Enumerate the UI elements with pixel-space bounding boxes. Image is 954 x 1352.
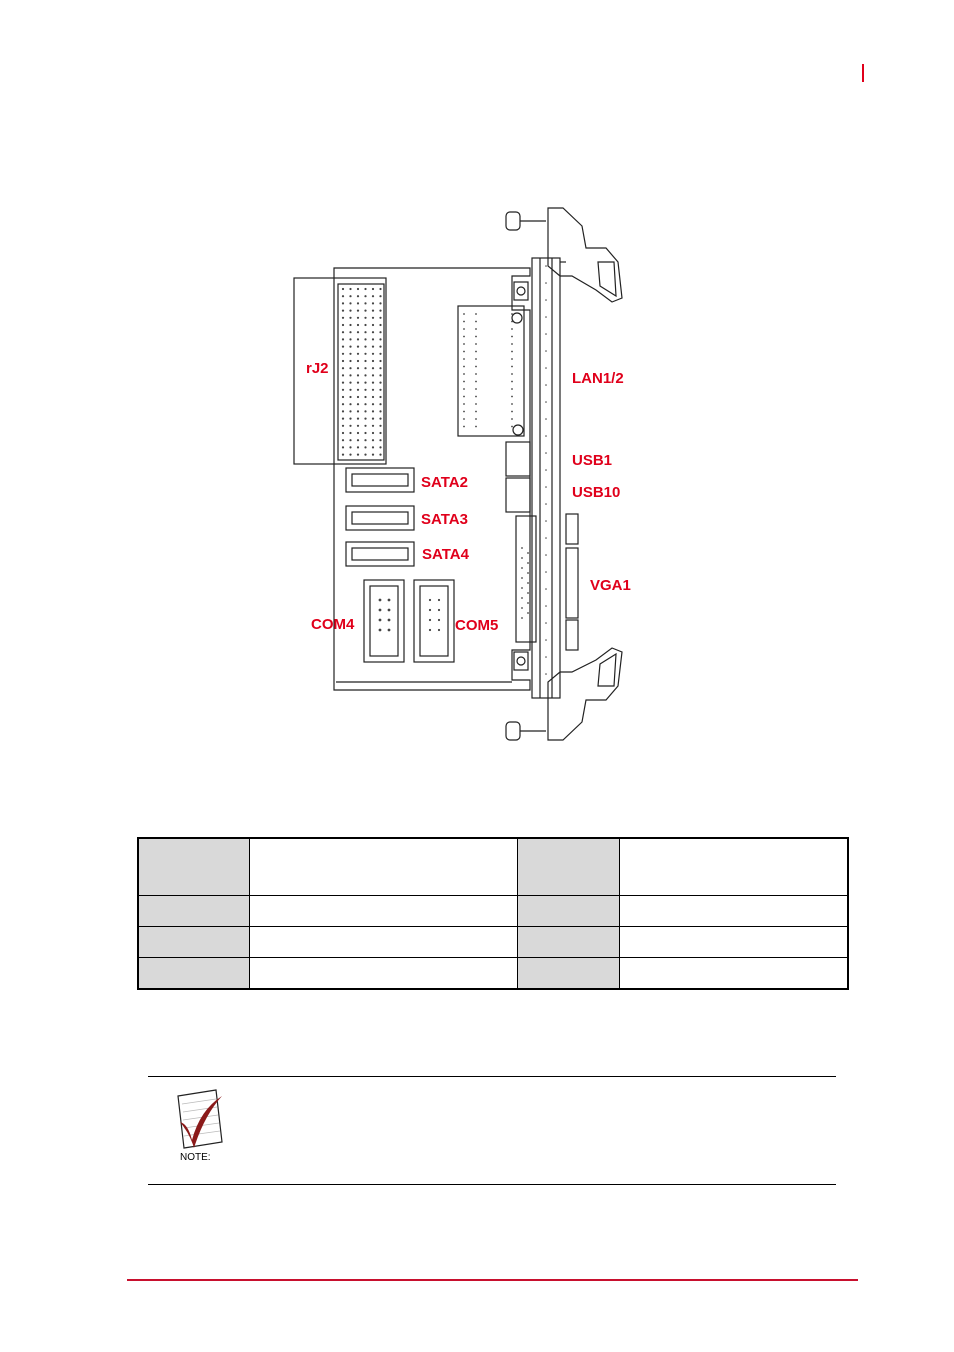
pin xyxy=(463,396,465,398)
pin xyxy=(511,313,513,315)
pin xyxy=(372,331,374,333)
pin xyxy=(372,446,374,448)
pin xyxy=(372,389,374,391)
pin xyxy=(521,547,523,549)
pin xyxy=(527,612,529,614)
pin xyxy=(357,367,359,369)
table-row xyxy=(138,958,848,990)
pin xyxy=(364,288,366,290)
pin xyxy=(342,331,344,333)
pin xyxy=(357,310,359,312)
pin xyxy=(342,432,344,434)
pin xyxy=(545,486,547,488)
pin xyxy=(463,411,465,413)
pin xyxy=(342,418,344,420)
pin xyxy=(349,317,351,319)
pin xyxy=(342,317,344,319)
pin xyxy=(545,537,547,539)
pin xyxy=(475,426,477,428)
pin xyxy=(364,396,366,398)
pin xyxy=(364,410,366,412)
sata4-connector xyxy=(346,542,414,566)
pin xyxy=(545,299,547,301)
pin xyxy=(349,353,351,355)
sata2-connector xyxy=(346,468,414,492)
pin xyxy=(438,599,440,601)
pin xyxy=(545,333,547,335)
pin xyxy=(379,425,381,427)
pin xyxy=(545,367,547,369)
pin xyxy=(372,418,374,420)
pin xyxy=(545,520,547,522)
label-sata3: SATA3 xyxy=(421,511,468,528)
pin xyxy=(342,324,344,326)
pin xyxy=(372,367,374,369)
pin xyxy=(545,469,547,471)
pin xyxy=(364,331,366,333)
pin xyxy=(349,454,351,456)
footer-rule xyxy=(127,1279,858,1281)
pin xyxy=(357,295,359,297)
pin xyxy=(463,381,465,383)
pin xyxy=(475,321,477,323)
pin xyxy=(364,418,366,420)
pin xyxy=(357,338,359,340)
pin xyxy=(379,609,382,612)
pin xyxy=(475,418,477,420)
pin xyxy=(379,629,382,632)
bottom-ejector-handle xyxy=(548,648,622,740)
pin xyxy=(545,384,547,386)
pin xyxy=(349,439,351,441)
pin xyxy=(463,426,465,428)
pin xyxy=(511,366,513,368)
pin xyxy=(357,360,359,362)
pin xyxy=(379,382,381,384)
pin xyxy=(521,557,523,559)
pin xyxy=(379,403,381,405)
pin xyxy=(349,338,351,340)
table-cell xyxy=(250,958,518,990)
pin xyxy=(379,346,381,348)
pin xyxy=(511,418,513,420)
pin xyxy=(357,396,359,398)
table-cell xyxy=(620,838,848,896)
pin xyxy=(545,673,547,675)
pin xyxy=(463,388,465,390)
pin xyxy=(463,321,465,323)
pin xyxy=(545,656,547,658)
pin xyxy=(429,629,431,631)
pin xyxy=(349,374,351,376)
pin xyxy=(463,358,465,360)
pin xyxy=(521,577,523,579)
pin xyxy=(511,336,513,338)
pin xyxy=(545,622,547,624)
pin xyxy=(379,353,381,355)
pin xyxy=(349,360,351,362)
pin xyxy=(379,599,382,602)
pin xyxy=(545,265,547,267)
pin xyxy=(475,373,477,375)
pin xyxy=(364,302,366,304)
pin xyxy=(357,446,359,448)
table-cell xyxy=(620,896,848,927)
pin xyxy=(372,374,374,376)
table-row xyxy=(138,838,848,896)
pin xyxy=(372,353,374,355)
pin xyxy=(438,619,440,621)
pin xyxy=(342,410,344,412)
label-usb1: USB1 xyxy=(572,452,613,469)
pin xyxy=(527,562,529,564)
pin xyxy=(372,396,374,398)
pin xyxy=(379,410,381,412)
pin xyxy=(372,302,374,304)
pin xyxy=(372,410,374,412)
pin xyxy=(349,310,351,312)
label-sata2: SATA2 xyxy=(421,474,468,491)
pin xyxy=(349,331,351,333)
pin xyxy=(349,410,351,412)
note-bottom-rule xyxy=(148,1184,836,1185)
pin xyxy=(545,588,547,590)
label-sata4: SATA4 xyxy=(422,546,469,563)
pin xyxy=(463,373,465,375)
table-cell xyxy=(138,927,250,958)
pin xyxy=(527,582,529,584)
pin xyxy=(545,554,547,556)
pin xyxy=(475,351,477,353)
pin xyxy=(475,328,477,330)
pin xyxy=(349,324,351,326)
pin xyxy=(429,599,431,601)
note-caption: NOTE: xyxy=(180,1152,211,1163)
pin xyxy=(511,328,513,330)
usb1-connector xyxy=(506,442,530,476)
pin xyxy=(511,396,513,398)
pin xyxy=(372,346,374,348)
pin xyxy=(364,324,366,326)
pin xyxy=(357,425,359,427)
pin xyxy=(521,567,523,569)
pin xyxy=(364,425,366,427)
pin xyxy=(342,446,344,448)
table-cell xyxy=(518,958,620,990)
pin xyxy=(511,358,513,360)
table-cell xyxy=(250,838,518,896)
pin xyxy=(388,599,391,602)
pin xyxy=(372,338,374,340)
label-com4: COM4 xyxy=(311,616,355,633)
pin xyxy=(349,288,351,290)
pin xyxy=(511,426,513,428)
pin xyxy=(364,310,366,312)
pin xyxy=(357,324,359,326)
pin xyxy=(379,374,381,376)
pin xyxy=(463,366,465,368)
table-row xyxy=(138,927,848,958)
pin xyxy=(372,324,374,326)
pin xyxy=(364,360,366,362)
pin xyxy=(372,317,374,319)
pin xyxy=(388,619,391,622)
pin xyxy=(521,617,523,619)
pin xyxy=(475,336,477,338)
pin xyxy=(379,317,381,319)
pin xyxy=(342,454,344,456)
pin xyxy=(357,403,359,405)
pin xyxy=(475,313,477,315)
table-cell xyxy=(518,896,620,927)
pin xyxy=(342,425,344,427)
pin xyxy=(521,597,523,599)
pin xyxy=(364,295,366,297)
pin xyxy=(349,382,351,384)
pin xyxy=(545,418,547,420)
pin xyxy=(379,619,382,622)
pin xyxy=(342,346,344,348)
pin xyxy=(511,411,513,413)
pin xyxy=(372,425,374,427)
pin xyxy=(463,328,465,330)
pin xyxy=(511,388,513,390)
label-rj2: rJ2 xyxy=(306,360,329,377)
pin xyxy=(379,324,381,326)
pin xyxy=(349,346,351,348)
pin xyxy=(388,629,391,632)
pin xyxy=(379,454,381,456)
pin xyxy=(511,321,513,323)
pin xyxy=(349,302,351,304)
pin xyxy=(511,351,513,353)
pin xyxy=(364,338,366,340)
pin xyxy=(545,435,547,437)
pin xyxy=(379,288,381,290)
pin xyxy=(364,317,366,319)
pin xyxy=(364,353,366,355)
pin xyxy=(511,343,513,345)
pin xyxy=(545,639,547,641)
pin xyxy=(364,454,366,456)
table-cell xyxy=(138,896,250,927)
vga-connector xyxy=(516,516,536,642)
pin xyxy=(521,607,523,609)
pin xyxy=(364,389,366,391)
pin xyxy=(342,288,344,290)
pin xyxy=(349,418,351,420)
table-cell xyxy=(138,838,250,896)
pin xyxy=(545,503,547,505)
pin xyxy=(364,432,366,434)
pin xyxy=(342,302,344,304)
pin xyxy=(379,331,381,333)
pin xyxy=(511,403,513,405)
pin xyxy=(463,343,465,345)
pin xyxy=(545,350,547,352)
pin xyxy=(372,439,374,441)
pin xyxy=(545,401,547,403)
jumper-table xyxy=(137,837,849,990)
pin xyxy=(475,381,477,383)
pin xyxy=(342,360,344,362)
pin xyxy=(475,396,477,398)
pin xyxy=(463,313,465,315)
table-cell xyxy=(250,927,518,958)
pin xyxy=(475,358,477,360)
pin xyxy=(364,403,366,405)
pin xyxy=(372,432,374,434)
pin xyxy=(349,425,351,427)
pin xyxy=(429,609,431,611)
lan-connector xyxy=(458,306,524,436)
pin xyxy=(545,571,547,573)
pin xyxy=(527,552,529,554)
pin xyxy=(349,403,351,405)
pin xyxy=(342,374,344,376)
pin xyxy=(379,418,381,420)
pin xyxy=(379,338,381,340)
pin xyxy=(372,403,374,405)
pin xyxy=(342,295,344,297)
label-lan: LAN1/2 xyxy=(572,370,624,387)
pin xyxy=(357,374,359,376)
pin xyxy=(379,446,381,448)
pin xyxy=(364,367,366,369)
pin xyxy=(511,381,513,383)
pin xyxy=(475,411,477,413)
pin xyxy=(388,609,391,612)
pin xyxy=(372,454,374,456)
table-row xyxy=(138,896,848,927)
pin xyxy=(342,403,344,405)
pin xyxy=(545,316,547,318)
pin xyxy=(357,331,359,333)
pin xyxy=(379,295,381,297)
sata3-connector xyxy=(346,506,414,530)
pin xyxy=(357,288,359,290)
pin xyxy=(357,439,359,441)
pin xyxy=(357,418,359,420)
pin xyxy=(357,389,359,391)
pin xyxy=(372,382,374,384)
pin xyxy=(357,410,359,412)
pin xyxy=(357,432,359,434)
label-com5: COM5 xyxy=(455,617,499,634)
pin xyxy=(379,439,381,441)
table-cell xyxy=(620,927,848,958)
pin xyxy=(342,389,344,391)
pin xyxy=(545,452,547,454)
pin xyxy=(349,396,351,398)
pin xyxy=(372,360,374,362)
pin xyxy=(357,317,359,319)
pin xyxy=(527,602,529,604)
pin xyxy=(438,629,440,631)
pin xyxy=(342,353,344,355)
pin xyxy=(379,367,381,369)
pin xyxy=(475,343,477,345)
pin xyxy=(364,374,366,376)
pin xyxy=(349,295,351,297)
pin xyxy=(357,382,359,384)
pin xyxy=(357,353,359,355)
pin xyxy=(342,439,344,441)
label-usb10: USB10 xyxy=(572,484,621,501)
pin xyxy=(527,592,529,594)
pin xyxy=(364,382,366,384)
pin xyxy=(364,346,366,348)
pin xyxy=(379,432,381,434)
pin xyxy=(463,336,465,338)
pin xyxy=(379,302,381,304)
pin xyxy=(349,367,351,369)
top-screw xyxy=(506,212,520,230)
table-cell xyxy=(518,927,620,958)
label-vga: VGA1 xyxy=(590,577,631,594)
pin xyxy=(372,310,374,312)
pin xyxy=(342,310,344,312)
table-cell xyxy=(518,838,620,896)
pin xyxy=(357,302,359,304)
pin xyxy=(527,572,529,574)
pin xyxy=(349,389,351,391)
usb10-connector xyxy=(506,478,530,512)
top-ejector-handle xyxy=(548,208,622,302)
pin xyxy=(511,373,513,375)
pin xyxy=(438,609,440,611)
table-cell xyxy=(620,958,848,990)
pin xyxy=(349,446,351,448)
pin xyxy=(545,605,547,607)
pin xyxy=(364,439,366,441)
table-cell xyxy=(250,896,518,927)
pin xyxy=(349,432,351,434)
pin xyxy=(475,388,477,390)
pin xyxy=(342,396,344,398)
pin xyxy=(379,389,381,391)
pin xyxy=(357,454,359,456)
table-cell xyxy=(138,958,250,990)
pin xyxy=(342,382,344,384)
note-top-rule xyxy=(148,1076,836,1077)
pin xyxy=(372,288,374,290)
pin xyxy=(463,351,465,353)
pin xyxy=(429,619,431,621)
pin xyxy=(364,446,366,448)
bottom-screw xyxy=(506,722,520,740)
pin xyxy=(379,396,381,398)
pin xyxy=(463,403,465,405)
pin xyxy=(463,418,465,420)
pin xyxy=(521,587,523,589)
pin xyxy=(379,310,381,312)
pin xyxy=(475,403,477,405)
pin xyxy=(475,366,477,368)
pin xyxy=(379,360,381,362)
pin xyxy=(372,295,374,297)
pin xyxy=(357,346,359,348)
pin xyxy=(342,338,344,340)
pin xyxy=(545,282,547,284)
pin xyxy=(342,367,344,369)
